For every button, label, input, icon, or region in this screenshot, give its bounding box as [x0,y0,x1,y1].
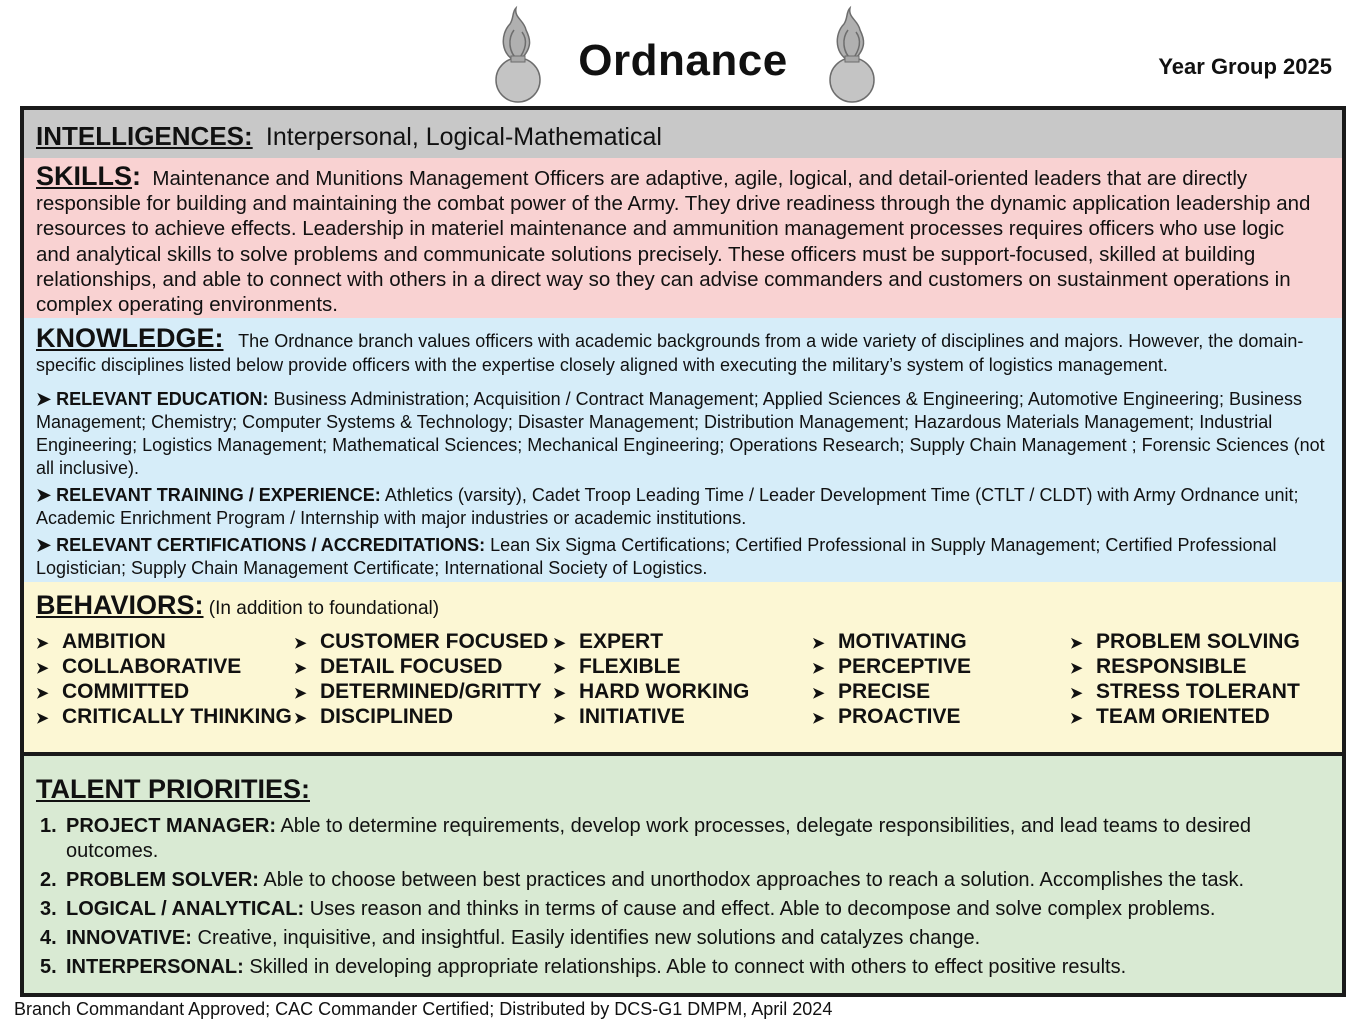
list-item-label: INNOVATIVE: [66,927,192,949]
behavior-item: ➤ PRECISE [812,680,931,703]
behavior-item: ➤ TEAM ORIENTED [1070,705,1270,728]
list-item-number: 3. [40,898,57,920]
arrowhead-bullet-icon: ➤ [36,635,49,652]
arrowhead-bullet-icon: ➤ [553,635,566,652]
behaviors-note: (In addition to foundational) [208,598,440,619]
behavior-item: ➤ CUSTOMER FOCUSED [294,630,549,653]
behavior-item: ➤ AMBITION [36,630,166,653]
list-item-text: Able to determine requirements, develop work processes, delegate responsibilities, and lead teams to desired outcomes. [66,815,1252,862]
arrowhead-bullet-icon: ➤ [36,660,49,677]
relevant-training-text: Athletics (varsity), Cadet Troop Leading Time / Leader Development Time (CTLT / CLDT) with Army Ordnance unit; Academic Enrichment Program / Internship with major industries or academic institutions. [36,485,1299,528]
behaviors-column-5 [1070,630,1328,730]
behavior-item: ➤ DETAIL FOCUSED [294,655,503,678]
list-item-label: LOGICAL / ANALYTICAL: [66,898,305,920]
arrowhead-bullet-icon: ➤ [812,635,825,652]
behavior-item: ➤ DISCIPLINED [294,705,454,728]
arrowhead-bullet-icon: ➤ [294,635,307,652]
list-item [36,926,1302,951]
behavior-item: ➤ PROACTIVE [812,705,961,728]
footer-note: Branch Commandant Approved; CAC Commander Certified; Distributed by DCS-G1 DMPM, April 2024 [14,999,833,1019]
list-item [36,897,1302,922]
relevant-certifications-text: Lean Six Sigma Certifications; Certified Professional in Supply Management; Certified Professional Logistician; Supply Chain Management Certificate; International Society of Logistics. [36,535,1277,578]
list-item-text: Skilled in developing appropriate relationships. Able to connect with others to effect positive results. [249,956,1127,978]
list-item [36,868,1302,893]
list-item-text: Uses reason and thinks in terms of cause and effect. Able to decompose and solve complex problems. [309,898,1216,920]
talent-priorities-section [20,752,1346,997]
arrowhead-bullet-icon: ➤ [294,710,307,727]
relevant-education [36,388,1328,480]
knowledge-section [24,318,1342,582]
behavior-item: ➤ PERCEPTIVE [812,655,972,678]
list-item-number: 5. [40,956,57,978]
behaviors-column-1 [36,630,294,730]
behaviors-column-4 [812,630,1070,730]
profile-frame [20,106,1346,757]
behavior-item: ➤ RESPONSIBLE [1070,655,1247,678]
skills-text: Maintenance and Munitions Management Officers are adaptive, agile, logical, and detail-oriented leaders that are directly responsible for building and maintaining the combat power of the Army. They drive readiness through the dynamic application leadership and resources to achieve effects. Leadership in materiel maintenance and ammunition management processes requires officers who use logic and analytical skills to solve problems and communicate solutions precisely. These officers must be support-focused, skilled at building relationships, and able to connect with others in a direct way so they can advise commanders and customers on sustainment operations in complex operating environments. [36,167,1311,317]
behavior-item: ➤ DETERMINED/GRITTY [294,680,542,703]
arrowhead-bullet-icon: ➤ [36,685,49,702]
behavior-item: ➤ COLLABORATIVE [36,655,242,678]
skills-colon: : [132,161,142,191]
skills-section [24,158,1342,318]
knowledge-heading: KNOWLEDGE: [36,323,224,353]
skills-heading: SKILLS [36,161,133,191]
arrowhead-bullet-icon: ➤ [294,685,307,702]
behaviors-section [24,582,1342,753]
arrowhead-bullet-icon: ➤ [1070,710,1083,727]
list-item-label: PROBLEM SOLVER: [66,869,259,891]
relevant-education-label: RELEVANT EDUCATION: [56,389,269,409]
list-item [36,955,1302,980]
relevant-education-text: Business Administration; Acquisition / Contract Management; Applied Sciences & Engineering; Automotive Engineering; Business Management; Chemistry; Computer Systems & Technology; Disaster Management; Distribution Management; Hazardous Materials Management; Industrial Engineering; Logistics Management; Mathematical Sciences; Mechanical Engineering; Operations Research; Supply Chain Management ; Forensic Sciences (not all inclusive). [36,389,1325,478]
flaming-bomb-icon [824,4,880,104]
list-item-number: 4. [40,927,57,949]
year-group-label: Year Group 2025 [1158,54,1332,79]
arrowhead-bullet-icon: ➤ [36,389,52,409]
behavior-item: ➤ STRESS TOLERANT [1070,680,1300,703]
list-item-text: Able to choose between best practices and unorthodox approaches to reach a solution. Accomplishes the task. [263,869,1245,891]
list-item-number: 1. [40,815,57,837]
behavior-item: ➤ FLEXIBLE [553,655,681,678]
behavior-item: ➤ COMMITTED [36,680,190,703]
talent-priorities-list [36,814,1302,984]
relevant-certifications [36,534,1328,580]
relevant-training [36,484,1328,530]
behaviors-column-2 [294,630,552,730]
intelligences-value: Interpersonal, Logical-Mathematical [265,123,662,151]
arrowhead-bullet-icon: ➤ [1070,685,1083,702]
behaviors-heading: BEHAVIORS: [36,590,204,620]
behavior-item: ➤ INITIATIVE [553,705,685,728]
intelligences-section [24,110,1342,158]
arrowhead-bullet-icon: ➤ [36,535,52,555]
knowledge-text: The Ordnance branch values officers with academic backgrounds from a wide variety of disciplines and majors. However, the domain-specific disciplines listed below provide officers with the expertise closely aligned with executing the military’s system of logistics management. [36,331,1304,375]
arrowhead-bullet-icon: ➤ [812,685,825,702]
arrowhead-bullet-icon: ➤ [812,660,825,677]
page-header [0,0,1366,108]
arrowhead-bullet-icon: ➤ [1070,660,1083,677]
behavior-item: ➤ PROBLEM SOLVING [1070,630,1300,653]
list-item [36,814,1302,864]
behavior-item: ➤ HARD WORKING [553,680,750,703]
arrowhead-bullet-icon: ➤ [1070,635,1083,652]
talent-priorities-heading: TALENT PRIORITIES: [36,774,310,804]
behaviors-column-3 [553,630,811,730]
list-item-label: INTERPERSONAL: [66,956,244,978]
arrowhead-bullet-icon: ➤ [36,710,49,727]
arrowhead-bullet-icon: ➤ [294,660,307,677]
arrowhead-bullet-icon: ➤ [812,710,825,727]
arrowhead-bullet-icon: ➤ [36,485,52,505]
relevant-training-label: RELEVANT TRAINING / EXPERIENCE: [56,485,381,505]
intelligences-heading: INTELLIGENCES: [36,121,253,151]
arrowhead-bullet-icon: ➤ [553,710,566,727]
arrowhead-bullet-icon: ➤ [553,685,566,702]
relevant-certifications-label: RELEVANT CERTIFICATIONS / ACCREDITATIONS: [56,535,486,555]
behavior-item: ➤ MOTIVATING [812,630,967,653]
page-title: Ordnance [578,36,788,85]
behavior-item: ➤ CRITICALLY THINKING [36,705,292,728]
arrowhead-bullet-icon: ➤ [553,660,566,677]
list-item-text: Creative, inquisitive, and insightful. Easily identifies new solutions and catalyzes change. [197,927,981,949]
list-item-number: 2. [40,869,57,891]
list-item-label: PROJECT MANAGER: [66,815,277,837]
behavior-item: ➤ EXPERT [553,630,664,653]
